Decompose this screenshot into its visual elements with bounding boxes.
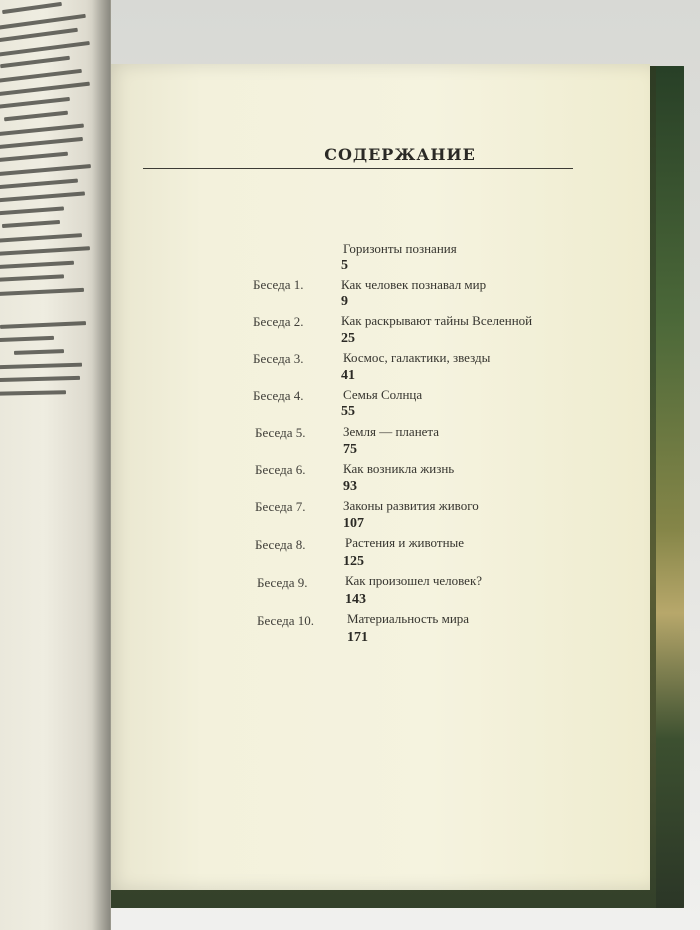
- toc-label: Беседа 10.: [257, 613, 314, 628]
- toc-title: Как произошел человек?: [345, 573, 483, 588]
- toc-title: Земля — планета: [343, 424, 440, 439]
- toc-label: Беседа 4.: [253, 388, 304, 403]
- toc-title: Как раскрывают тайны Вселенной: [341, 313, 533, 328]
- toc-label: Беседа 2.: [253, 314, 304, 329]
- toc-label: Беседа 9.: [257, 575, 308, 590]
- toc-page: 107: [343, 516, 364, 531]
- toc-label: Беседа 1.: [253, 277, 304, 292]
- toc-title: Семья Солнца: [343, 387, 423, 402]
- toc-label: Беседа 8.: [255, 537, 306, 552]
- toc-page: 143: [345, 592, 366, 607]
- toc-page: 41: [341, 368, 355, 383]
- toc-label: Беседа 7.: [255, 499, 306, 514]
- toc-page: 9: [341, 294, 348, 309]
- toc-label: Беседа 5.: [255, 425, 306, 440]
- toc-page: 171: [347, 630, 368, 645]
- toc-page: 55: [341, 404, 355, 419]
- toc-label: Беседа 6.: [255, 462, 306, 477]
- contents-heading: СОДЕРЖАНИЕ: [324, 145, 476, 164]
- toc-page: 125: [343, 554, 364, 569]
- toc-label: Беседа 3.: [253, 351, 304, 366]
- toc-title: Космос, галактики, звезды: [343, 350, 491, 365]
- toc-intro-page: 5: [341, 258, 348, 273]
- toc-title: Как возникла жизнь: [343, 461, 455, 476]
- toc-title: Законы развития живого: [343, 498, 479, 513]
- toc-title: Растения и животные: [345, 535, 465, 550]
- toc-title: Материальность мира: [347, 611, 470, 626]
- toc-page: 25: [341, 331, 355, 346]
- toc-intro-title: Горизонты познания: [343, 241, 457, 256]
- toc-page: 75: [343, 442, 357, 457]
- toc-title: Как человек познавал мир: [341, 277, 487, 292]
- toc-page: 93: [343, 479, 357, 494]
